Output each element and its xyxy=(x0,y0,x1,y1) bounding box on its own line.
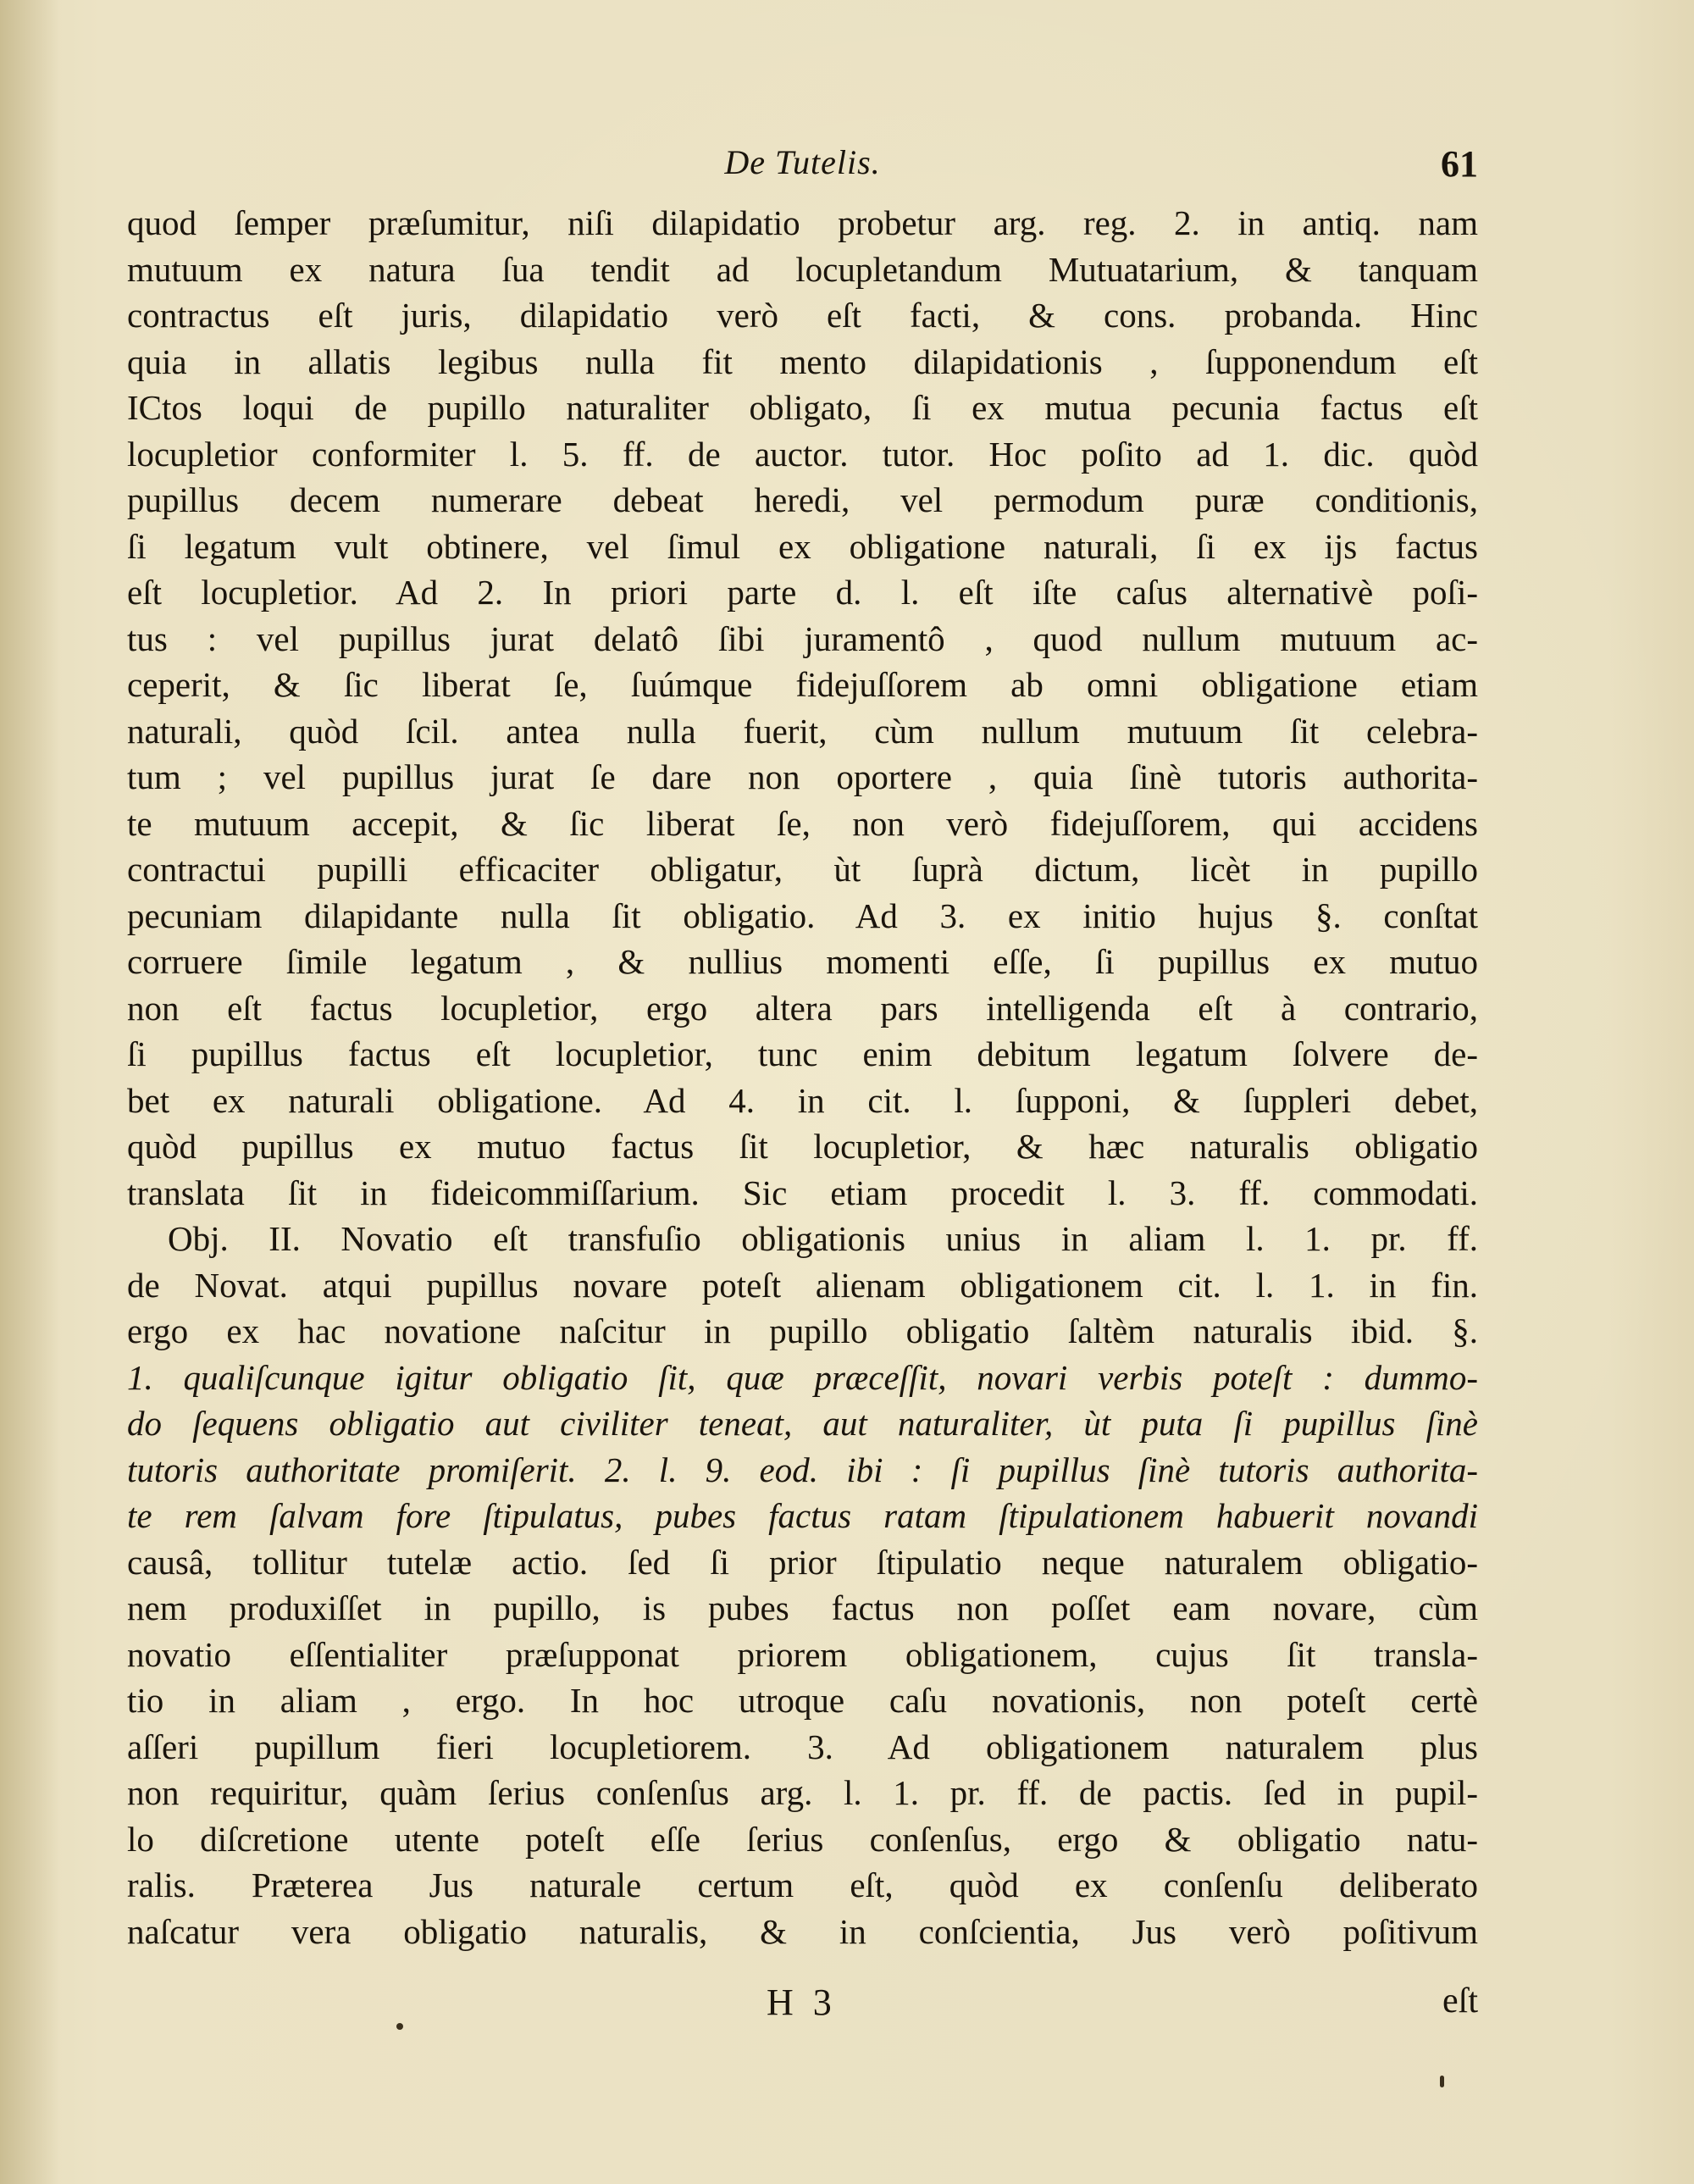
text-line: ſi pupillus factus eſt locupletior, tunc enim debitum legatum ſolvere de- xyxy=(127,1034,1478,1073)
page-header xyxy=(127,142,1478,193)
text-line: mutuum ex natura ſua tendit ad locupletandum Mutuatarium, & tanquam xyxy=(127,249,1478,289)
text-line: quòd pupillus ex mutuo factus ſit locupletior, & hæc naturalis obligatio xyxy=(127,1127,1478,1166)
text-line: novatio eſſentialiter præſupponat priorem obligationem, cujus ſit transla- xyxy=(127,1634,1478,1674)
text-line: causâ, tollitur tutelæ actio. ſed ſi prior ſtipulatio neque naturalem obligatio- xyxy=(127,1542,1478,1582)
text-line: naſcatur vera obligatio naturalis, & in conſcientia, Jus verò poſitivum xyxy=(127,1911,1478,1951)
ink-speck xyxy=(396,2023,403,2030)
page-footer xyxy=(127,1981,1478,2032)
text-line: tutoris authoritate promiſerit. 2. l. 9. eod. ibi : ſi pupillus ſinè tutoris authorita- xyxy=(127,1450,1478,1489)
ink-speck xyxy=(1440,2076,1444,2087)
text-line: contractus eſt juris, dilapidatio verò eſt facti, & cons. probanda. Hinc xyxy=(127,296,1478,335)
text-line: corruere ſimile legatum , & nullius momenti eſſe, ſi pupillus ex mutuo xyxy=(127,942,1478,981)
running-title: De Tutelis. xyxy=(724,143,881,181)
text-line: te mutuum accepit, & ſic liberat ſe, non verò fidejuſſorem, qui accidens xyxy=(127,803,1478,843)
text-line: quia in allatis legibus nulla fit mento dilapidationis , ſupponendum eſt xyxy=(127,341,1478,381)
text-line: tum ; vel pupillus jurat ſe dare non oportere , quia ſinè tutoris authorita- xyxy=(127,757,1478,796)
text-line: non eſt factus locupletior, ergo altera pars intelligenda eſt à contrario, xyxy=(127,988,1478,1028)
text-line: nem produxiſſet in pupillo, is pubes factus non poſſet eam novare, cùm xyxy=(127,1588,1478,1627)
text-line: lo diſcretione utente poteſt eſſe ſerius conſenſus, ergo & obligatio natu- xyxy=(127,1819,1478,1859)
text-line: tio in aliam , ergo. In hoc utroque caſu novationis, non poteſt certè xyxy=(127,1681,1478,1720)
text-line: de Novat. atqui pupillus novare poteſt alienam obligationem cit. l. 1. in fin. xyxy=(127,1265,1478,1305)
text-line: non requiritur, quàm ſerius conſenſus arg. l. 1. pr. ff. de pactis. ſed in pupil- xyxy=(127,1773,1478,1812)
text-line: ceperit, & ſic liberat ſe, ſuúmque fidejuſſorem ab omni obligatione etiam xyxy=(127,665,1478,704)
page-number: 61 xyxy=(1441,143,1478,185)
text-line: bet ex naturali obligatione. Ad 4. in cit. l. ſupponi, & ſuppleri debet, xyxy=(127,1080,1478,1120)
text-line: ergo ex hac novatione naſcitur in pupillo obligatio ſaltèm naturalis ibid. §. xyxy=(127,1311,1478,1350)
text-line: eſt locupletior. Ad 2. In priori parte d. l. eſt iſte caſus alternativè poſi- xyxy=(127,573,1478,612)
text-line: pupillus decem numerare debeat heredi, vel permodum puræ conditionis, xyxy=(127,480,1478,519)
text-line: ICtos loqui de pupillo naturaliter obligato, ſi ex mutua pecunia factus eſt xyxy=(127,388,1478,427)
text-line: contractui pupilli efficaciter obligatur, ùt ſuprà dictum, licèt in pupillo xyxy=(127,850,1478,889)
text-line: ralis. Præterea Jus naturale certum eſt, quòd ex conſenſu deliberato xyxy=(127,1865,1478,1904)
text-line: aſſeri pupillum fieri locupletiorem. 3. Ad obligationem naturalem plus xyxy=(127,1727,1478,1766)
catchword: eſt xyxy=(1442,1982,1478,2020)
text-line: te rem ſalvam fore ſtipulatus, pubes factus ratam ſtipulationem habuerit novandi xyxy=(127,1496,1478,1535)
text-line: do ſequens obligatio aut civiliter teneat, aut naturaliter, ùt puta ſi pupillus ſinè xyxy=(127,1404,1478,1443)
text-line: pecuniam dilapidante nulla ſit obligatio. Ad 3. ex initio hujus §. conſtat xyxy=(127,895,1478,935)
text-line: locupletior conformiter l. 5. ff. de auctor. tutor. Hoc poſito ad 1. dic. quòd xyxy=(127,434,1478,474)
text-line: naturali, quòd ſcil. antea nulla fuerit, cùm nullum mutuum ſit celebra- xyxy=(127,711,1478,751)
text-body xyxy=(127,200,1478,1954)
text-line: Obj. II. Novatio eſt transfuſio obligationis unius in aliam l. 1. pr. ff. xyxy=(168,1219,1478,1258)
text-line: ſi legatum vult obtinere, vel ſimul ex obligatione naturali, ſi ex ijs factus xyxy=(127,526,1478,566)
signature-mark: H 3 xyxy=(767,1982,837,2023)
binding-edge xyxy=(0,0,59,2184)
text-line: 1. qualiſcunque igitur obligatio ſit, quæ præceſſit, novari verbis poteſt : dummo- xyxy=(127,1357,1478,1397)
text-line: quod ſemper præſumitur, niſi dilapidatio probetur arg. reg. 2. in antiq. nam xyxy=(127,203,1478,242)
text-line: translata ſit in fideicommiſſarium. Sic etiam procedit l. 3. ff. commodati. xyxy=(127,1172,1478,1212)
text-line: tus : vel pupillus jurat delatô ſibi juramentô , quod nullum mutuum ac- xyxy=(127,618,1478,658)
